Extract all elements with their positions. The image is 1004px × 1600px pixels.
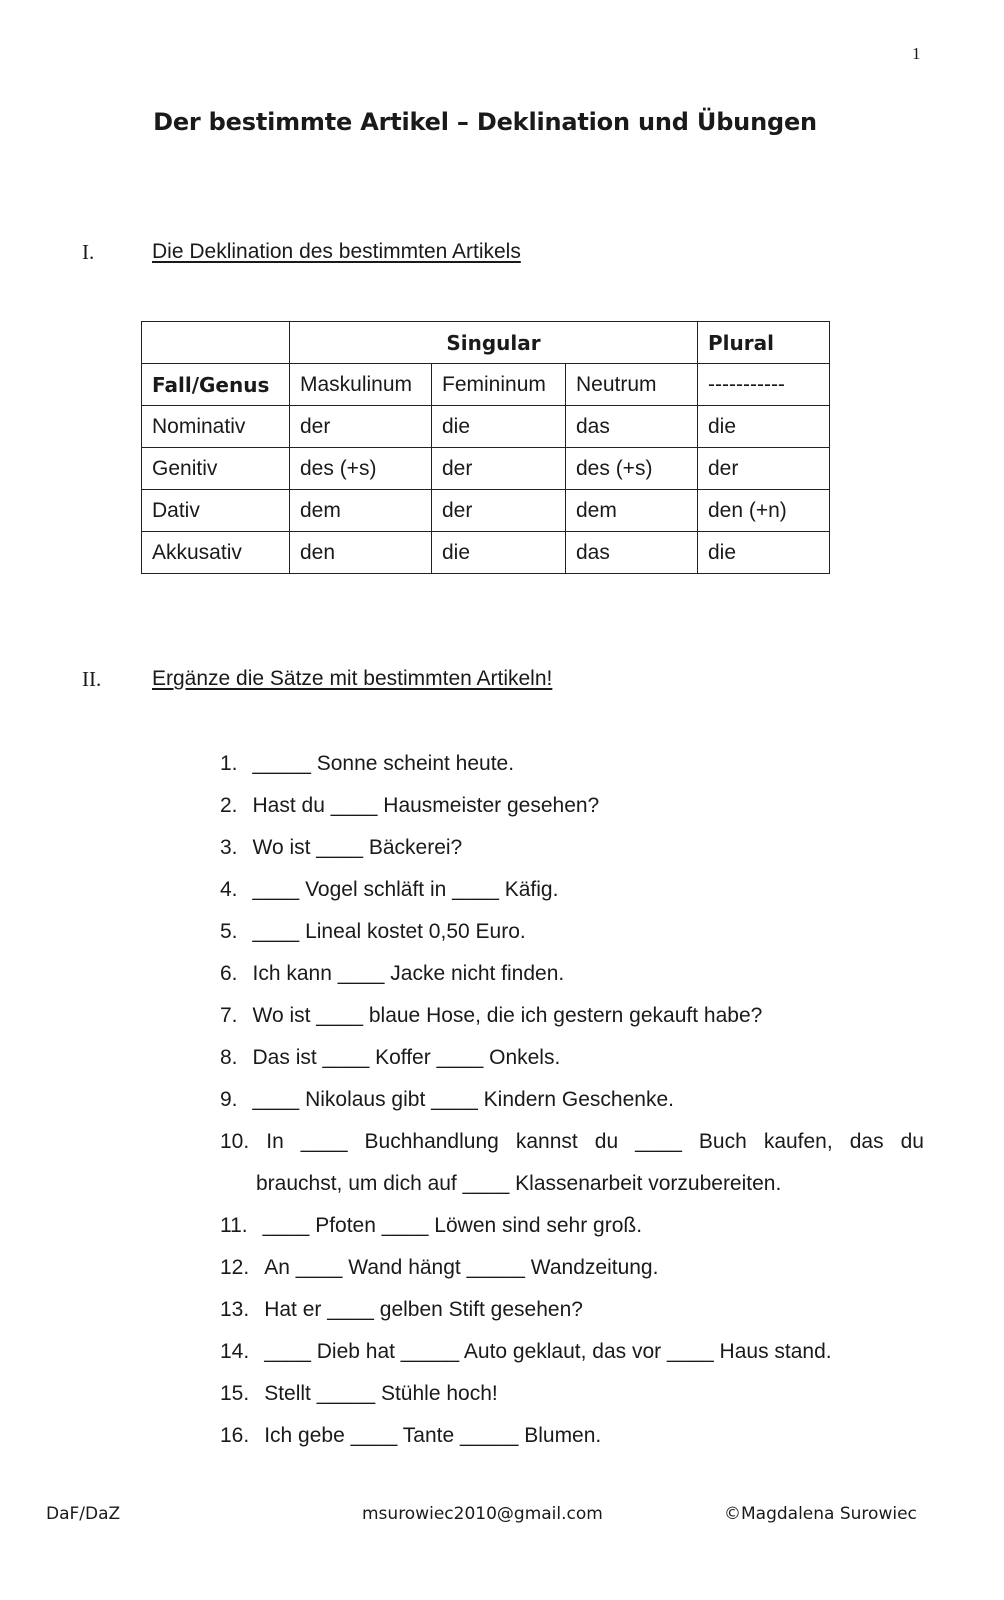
plural-header: Plural — [698, 322, 830, 364]
exercise-item — [220, 827, 924, 869]
exercise-number: 11. — [220, 1214, 248, 1237]
table-cell: der — [698, 448, 830, 490]
exercise-number: 4. — [220, 878, 238, 901]
exercise-number: 5. — [220, 920, 238, 943]
exercise-number: 7. — [220, 1004, 238, 1027]
exercise-number: 15. — [220, 1382, 250, 1405]
exercise-item — [220, 1037, 924, 1079]
table-header-row — [142, 364, 830, 406]
exercise-number: 8. — [220, 1046, 238, 1069]
table-row — [142, 406, 830, 448]
exercise-text: ____ Dieb hat _____ Auto geklaut, das vor ____ Haus stand. — [264, 1340, 832, 1363]
exercise-text: _____ Sonne scheint heute. — [252, 752, 515, 775]
table-cell: dem — [290, 490, 432, 532]
table-corner-cell — [142, 322, 290, 364]
exercise-word: kannst — [515, 1130, 578, 1153]
footer-course: DaF/DaZ — [46, 1504, 121, 1524]
exercise-text: Hast du ____ Hausmeister gesehen? — [252, 794, 600, 817]
section-1-numeral: I. — [82, 240, 95, 264]
footer-copyright: ©Magdalena Surowiec — [724, 1504, 917, 1524]
exercise-item — [220, 1247, 924, 1289]
table-cell: die — [432, 532, 566, 574]
exercise-item — [220, 953, 924, 995]
exercise-number: 2. — [220, 794, 238, 817]
table-header-cell: Fall/Genus — [142, 364, 290, 406]
exercise-number: 1. — [220, 752, 238, 775]
exercise-item — [220, 1289, 924, 1331]
exercise-word: Buchhandlung — [364, 1130, 499, 1153]
table-cell: der — [290, 406, 432, 448]
table-cell: Nominativ — [142, 406, 290, 448]
exercise-word: ____ — [635, 1130, 682, 1153]
declension-table — [141, 321, 830, 574]
exercise-number: 16. — [220, 1424, 250, 1447]
section-2-heading: Ergänze die Sätze mit bestimmten Artikeln! — [152, 667, 553, 690]
exercise-number: 9. — [220, 1088, 238, 1111]
table-cell: Dativ — [142, 490, 290, 532]
exercise-number: 12. — [220, 1256, 250, 1279]
exercise-text: Das ist ____ Koffer ____ Onkels. — [252, 1046, 561, 1069]
exercise-item — [220, 743, 924, 785]
table-cell: das — [566, 532, 698, 574]
exercise-item — [220, 995, 924, 1037]
exercise-text: Wo ist ____ Bäckerei? — [252, 836, 463, 859]
table-cell: Genitiv — [142, 448, 290, 490]
exercise-list — [220, 743, 924, 1457]
singular-header: Singular — [290, 322, 698, 364]
exercise-text: Ich gebe ____ Tante _____ Blumen. — [264, 1424, 602, 1447]
exercise-item — [220, 1079, 924, 1121]
footer-email: msurowiec2010@gmail.com — [362, 1504, 603, 1524]
exercise-item — [220, 869, 924, 911]
table-cell: die — [698, 532, 830, 574]
exercise-number: 6. — [220, 962, 238, 985]
table-row — [142, 490, 830, 532]
exercise-text: ____ Lineal kostet 0,50 Euro. — [252, 920, 526, 943]
exercise-item — [220, 911, 924, 953]
exercise-text: Hat er ____ gelben Stift gesehen? — [264, 1298, 583, 1321]
table-header-cell: Femininum — [432, 364, 566, 406]
table-cell: des (+s) — [566, 448, 698, 490]
exercise-text: Wo ist ____ blaue Hose, die ich gestern gekauft habe? — [252, 1004, 763, 1027]
exercise-word: In — [266, 1130, 284, 1153]
exercise-item — [220, 1373, 924, 1415]
exercise-text: brauchst, um dich auf ____ Klassenarbeit vorzubereiten. — [256, 1172, 782, 1195]
exercise-item — [220, 785, 924, 827]
exercise-text: ____ Vogel schläft in ____ Käfig. — [252, 878, 559, 901]
table-header-cell: Neutrum — [566, 364, 698, 406]
table-cell: den — [290, 532, 432, 574]
page-number: 1 — [912, 44, 921, 63]
table-cell: den (+n) — [698, 490, 830, 532]
table-cell: das — [566, 406, 698, 448]
exercise-number: 10. — [220, 1130, 250, 1153]
section-2-numeral: II. — [82, 667, 102, 691]
exercise-number: 13. — [220, 1298, 250, 1321]
exercise-word: du — [900, 1130, 924, 1153]
exercise-item — [220, 1331, 924, 1373]
table-cell: dem — [566, 490, 698, 532]
table-cell: die — [698, 406, 830, 448]
exercise-word: du — [594, 1130, 619, 1153]
exercise-word: kaufen, — [763, 1130, 833, 1153]
table-row — [142, 448, 830, 490]
exercise-line — [220, 1121, 924, 1163]
table-cell: der — [432, 448, 566, 490]
table-header-cell: ----------- — [698, 364, 830, 406]
section-1-heading: Die Deklination des bestimmten Artikels — [152, 240, 521, 263]
exercise-text: Stellt _____ Stühle hoch! — [264, 1382, 498, 1405]
exercise-text: An ____ Wand hängt _____ Wandzeitung. — [264, 1256, 659, 1279]
table-cell: des (+s) — [290, 448, 432, 490]
page-title: Der bestimmte Artikel – Deklination und Übungen — [153, 108, 817, 136]
table-group-header-row — [142, 322, 830, 364]
table-cell: der — [432, 490, 566, 532]
table-cell: die — [432, 406, 566, 448]
exercise-word: das — [849, 1130, 884, 1153]
exercise-word: Buch — [698, 1130, 747, 1153]
exercise-text: Ich kann ____ Jacke nicht finden. — [252, 962, 565, 985]
table-row — [142, 532, 830, 574]
table-header-cell: Maskulinum — [290, 364, 432, 406]
exercise-number: 14. — [220, 1340, 250, 1363]
exercise-word: ____ — [300, 1130, 348, 1153]
exercise-item — [220, 1205, 924, 1247]
exercise-text: ____ Pfoten ____ Löwen sind sehr groß. — [262, 1214, 643, 1237]
exercise-item — [220, 1415, 924, 1457]
exercise-item — [220, 1121, 924, 1205]
table-cell: Akkusativ — [142, 532, 290, 574]
exercise-number: 3. — [220, 836, 238, 859]
exercise-text: ____ Nikolaus gibt ____ Kindern Geschenke. — [252, 1088, 674, 1111]
